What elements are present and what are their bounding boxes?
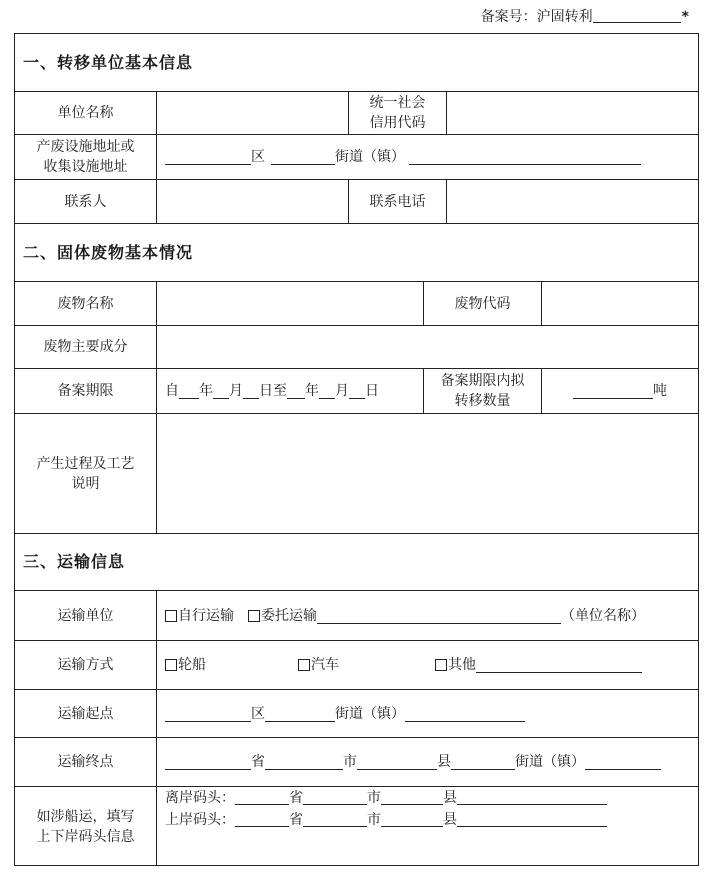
section-1-header [15,34,698,91]
depart-dock-label: 离岸码头： [165,790,235,806]
filing-star: * [681,9,689,25]
origin-field[interactable] [156,690,698,737]
arrive-detail-blank[interactable] [457,811,607,827]
period-field[interactable] [156,369,423,413]
process-label: 产生过程及工艺 说明 [36,455,135,492]
end-month-blank[interactable] [319,383,335,399]
transport-mode-row [15,640,698,689]
transport-mode-field [156,641,698,689]
waste-name-field[interactable] [156,282,423,325]
origin-detail-blank[interactable] [405,706,525,722]
district-blank[interactable] [165,149,251,165]
planned-quantity-label: 备案期限内拟 转移数量 [423,369,541,413]
depart-province-blank[interactable] [235,789,289,805]
period-from-text: 自 [165,383,179,399]
section-2-header [15,223,698,281]
transport-unit-field [156,591,698,640]
contact-label: 联系人 [64,193,107,210]
arrive-county-text: 县 [443,812,457,828]
arrive-dock-label: 上岸码头： [165,812,235,828]
phone-field[interactable] [446,180,698,223]
address-row [15,134,698,179]
destination-row [15,737,698,786]
destination-field[interactable] [156,738,698,786]
self-transport-label: 自行运输 [178,607,234,624]
transport-mode-label: 运输方式 [57,657,114,673]
planned-quantity-field[interactable] [541,369,698,413]
depart-detail-blank[interactable] [457,789,607,805]
dest-county-blank[interactable] [357,754,437,770]
entrust-transport-label: 委托运输 [261,607,317,624]
contact-row [15,179,698,223]
ship-checkbox[interactable] [165,659,177,671]
dest-county-text: 县 [437,754,451,770]
unit-name-label: 单位名称 [57,105,114,121]
quantity-blank[interactable] [573,383,653,399]
arrive-province-blank[interactable] [235,811,289,827]
unit-name-row [15,91,698,134]
section-1-title: 一、转移单位基本信息 [23,52,194,72]
unit-name-field[interactable] [156,92,348,134]
street-text: 街道（镇） [335,149,405,165]
waste-code-field[interactable] [541,282,698,325]
address-label: 产废设施地址或 收集设施地址 [36,139,135,175]
district-text: 区 [251,149,265,165]
arrive-dock-line [165,809,607,831]
ship-label: 轮船 [178,657,206,673]
period-label: 备案期限 [57,383,114,399]
waste-name-label: 废物名称 [57,295,114,312]
period-month-text: 月 [229,383,243,399]
self-transport-checkbox[interactable] [165,610,177,622]
origin-district-text: 区 [251,705,265,722]
process-field[interactable] [156,414,698,533]
entrusted-unit-blank[interactable] [317,608,561,624]
period-year-text-2: 年 [305,383,319,399]
dock-field [156,787,698,866]
phone-label: 联系电话 [348,180,446,223]
section-2-title: 二、固体废物基本情况 [23,242,194,262]
depart-city-text: 市 [367,790,381,806]
street-blank[interactable] [271,149,335,165]
credit-code-label: 统一社会 信用代码 [348,92,446,134]
arrive-county-blank[interactable] [381,811,443,827]
filing-number [481,6,689,26]
period-day-text: 日 [365,383,379,399]
origin-street-blank[interactable] [265,706,335,722]
destination-label: 运输终点 [57,754,114,770]
credit-code-field[interactable] [446,92,698,134]
other-label: 其他 [448,657,476,673]
period-month-text-2: 月 [335,383,349,399]
depart-province-text: 省 [289,790,303,806]
other-mode-blank[interactable] [476,657,642,673]
origin-label: 运输起点 [57,705,114,722]
waste-name-row [15,281,698,325]
process-row [15,413,698,533]
components-field[interactable] [156,326,698,368]
street-detail-blank[interactable] [409,149,641,165]
car-checkbox[interactable] [298,659,310,671]
period-year-text: 年 [199,383,213,399]
depart-dock-line [165,787,607,809]
arrive-city-text: 市 [367,812,381,828]
ton-unit: 吨 [653,383,667,399]
filing-number-label: 备案号：沪固转利 [480,9,593,25]
unit-name-suffix: （单位名称） [561,607,645,624]
waste-code-label: 废物代码 [423,282,541,325]
section-3-title: 三、运输信息 [23,552,126,571]
dest-city-text: 市 [343,754,357,770]
arrive-province-text: 省 [289,812,303,828]
address-field[interactable] [156,135,698,179]
dest-province-blank[interactable] [165,754,251,770]
components-row [15,325,698,368]
depart-city-blank[interactable] [303,789,367,805]
dock-label: 如涉船运，填写 上下岸码头信息 [36,808,135,845]
transport-unit-label: 运输单位 [57,607,114,624]
components-label: 废物主要成分 [43,339,128,355]
other-checkbox[interactable] [435,659,447,671]
dock-row [15,786,698,866]
depart-county-text: 县 [443,790,457,806]
car-label: 汽车 [311,657,339,673]
depart-county-blank[interactable] [381,789,443,805]
registration-form [14,33,699,866]
origin-street-text: 街道（镇） [335,705,405,722]
dest-detail-blank[interactable] [585,754,661,770]
start-year-blank[interactable] [179,383,199,399]
arrive-city-blank[interactable] [303,811,367,827]
entrust-transport-checkbox[interactable] [248,610,260,622]
start-day-blank[interactable] [243,383,259,399]
dest-province-text: 省 [251,754,265,770]
start-month-blank[interactable] [213,383,229,399]
end-year-blank[interactable] [287,383,305,399]
origin-district-blank[interactable] [165,706,251,722]
transport-unit-row [15,590,698,640]
dest-street-text: 街道（镇） [515,754,585,770]
contact-field[interactable] [156,180,348,223]
period-to-text: 日至 [259,383,287,399]
period-row [15,368,698,413]
section-3-header [15,533,698,590]
filing-number-blank[interactable] [593,8,681,23]
dest-street-blank[interactable] [451,754,515,770]
origin-row [15,689,698,737]
end-day-blank[interactable] [349,383,365,399]
dest-city-blank[interactable] [265,754,343,770]
